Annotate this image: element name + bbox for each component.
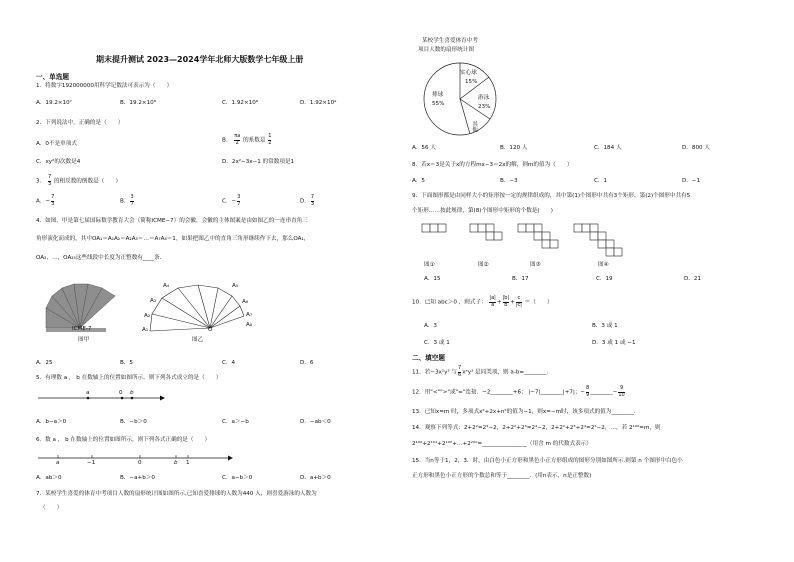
q11-stem-start: 11．若−3x²y³ 与 <box>412 369 458 376</box>
q9-caption-4: 图④ <box>598 262 609 268</box>
q7-stem-line2: （ ） <box>40 505 63 511</box>
q6-option-b: B．−a+b＞0 <box>120 475 155 481</box>
q1-option-c: C．1.92×10⁸ <box>222 100 259 106</box>
q3-option-a <box>36 195 55 207</box>
pie-title-line2: 项目人数的扇形统计图 <box>418 47 474 53</box>
option-label: D． <box>300 198 310 205</box>
q10-option-a: A．3 <box>424 323 437 329</box>
q5-option-b: B．−b＞0 <box>120 419 147 425</box>
q3-number: 3． <box>36 178 46 185</box>
pie-slice-shotput-name: 实心球 <box>460 70 477 76</box>
fraction-numerator: 7 <box>47 174 52 180</box>
q9-caption-2: 图② <box>478 262 489 268</box>
q7-option-c: C．184 人 <box>594 145 622 151</box>
q1-stem: 1．将数字192000000用科学记数法可表示为（ ） <box>36 83 173 89</box>
q6-stem: 6．数 a ， b 在数轴上的位置如图所示，则下列各式正确的是（ ） <box>36 437 211 443</box>
q8-option-a: A．5 <box>412 178 425 184</box>
q6-option-d: D．a+b＞0 <box>300 475 331 481</box>
q9-rectangle-patterns <box>420 220 640 264</box>
fraction-denominator: 2 <box>268 139 272 146</box>
fraction-denominator: 7 <box>130 200 134 207</box>
fraction-numerator: 3 <box>237 194 241 200</box>
figure-a-caption: 图甲 <box>78 337 90 343</box>
option-label: B． <box>120 198 130 205</box>
q1-option-a: A．19.2×10⁷ <box>36 100 72 106</box>
q5-axis-b: b <box>130 390 134 396</box>
option-fraction <box>130 195 133 207</box>
q11-stem <box>412 366 552 378</box>
q3-option-d <box>300 195 315 207</box>
q14-stem-line1: 14．观察下列等式：2+2²=2³−2，2+2²+2³=2⁴−2，2+2²+2³+2⁴=2⁵−2，…，若 2¹⁰⁰=m，则 <box>412 425 661 431</box>
fraction-denominator: |c| <box>515 301 522 308</box>
label-a8: A₈ <box>246 322 253 328</box>
pie-slice-swim-name: 游泳 <box>478 95 490 101</box>
fraction-denominator: 3 <box>51 200 55 207</box>
q10-option-d: D．3 或 1 或 −1 <box>592 340 636 346</box>
q4-option-d: D．6 <box>300 360 314 366</box>
fraction-denominator: 3 <box>47 180 52 187</box>
q12-blank: ________− <box>590 389 618 396</box>
fraction-denominator: a <box>491 301 495 308</box>
q11-fraction <box>458 366 461 378</box>
q4-stem-line2: 角形演化而成的，其中OA₁＝A₁A₂＝A₂A₃＝…＝A₇A₈＝1，如果把图乙中的直角三角形继续作下去，那么OA₁， <box>36 236 310 242</box>
q12-fraction-2 <box>618 386 624 398</box>
q7-option-b: B．120 人 <box>500 145 528 151</box>
q6-axis-one: 1 <box>186 460 190 466</box>
q9-option-c: C．19 <box>596 276 613 282</box>
q9-stem-line1: 9．下面图形都是由同样大小的矩形按一定的规律组成的，其中第(1)个图形中共有3个矩形，第(2)个图形中共有5 <box>412 193 691 199</box>
q2-option-a: A．0不是单项式 <box>36 141 77 147</box>
q6-option-c: C．a−b＞0 <box>222 475 253 481</box>
q4-option-b: B．5 <box>120 360 133 366</box>
q5-axis-a: a <box>86 390 90 396</box>
q6-axis-neg-one: −1 <box>87 460 96 466</box>
q7-stem-line1: 7．某校学生喜爱的体育中考项目人数的扇形统计图如图所示,已知喜爱排球的人数为440 人，则喜爱游泳的人数为 <box>36 491 317 497</box>
fraction-numerator: 7 <box>310 194 315 200</box>
q5-axis-zero: 0 <box>119 390 123 396</box>
q9-option-a: A．15 <box>424 276 441 282</box>
fraction-numerator: 1 <box>268 133 272 139</box>
q12-stem <box>412 386 626 398</box>
q10-fraction-a <box>489 296 495 308</box>
q10-stem-end: ＝（ ） <box>524 299 553 306</box>
label-a5: A₅ <box>232 283 239 289</box>
label-o: O <box>208 327 213 333</box>
page-title: 期末提升测试 2023—2024学年北师大版数学七年级上册 <box>96 55 304 64</box>
pie-slice-volleyball-pct: 55% <box>432 101 445 107</box>
q3-stem-text: 的相反数的倒数是（ ） <box>53 178 122 185</box>
q10-stem: 10．已知 abc＞0 ，则式子： $\frac{|a|}{a}$ + $\frac{|b|}{b}$ + $\frac{c}{|c|}$ ＝（ ） <box>412 295 553 308</box>
fraction-numerator: 7 <box>51 194 55 200</box>
label-a2: A₂ <box>144 313 151 319</box>
q10-option-c: C．3 或 1 <box>424 340 450 346</box>
q6-axis-zero: 0 <box>138 460 142 466</box>
q6-axis-a: a <box>56 460 60 466</box>
q2-fraction-pi-a-over-2 <box>234 134 240 146</box>
q4-stem-line1: 4．如图，甲是第七届国际数学教育大会（简称ICME−7）的会徽，会徽的主体图案是由如图乙的一连串直角三 <box>36 218 308 224</box>
fraction-numerator: 7 <box>458 365 462 371</box>
q2-fraction-one-half <box>268 134 271 146</box>
fraction-denominator: 2 <box>235 139 239 146</box>
section-heading-fill-in: 二、填空题 <box>412 354 445 362</box>
q10-stem-text: 10．已知 abc＞0 ，则式子： <box>412 299 487 306</box>
q2-option-d: D．2x²−3x−1 的常数项是1 <box>222 159 295 165</box>
q12-fraction-1 <box>586 386 589 398</box>
figure-spiral-triangles <box>140 276 260 338</box>
option-fraction <box>51 195 54 207</box>
q8-option-c: C．1 <box>594 178 608 184</box>
q15-stem-line1: 15．当n等于1，2，3．时，由白色小正方形和黑色小正方形组成的图形分别如图所示.则第 n 个图形中白色小 <box>412 458 683 464</box>
q9-option-d: D．21 <box>684 276 702 282</box>
pie-slice-shotput-pct: 15% <box>465 79 478 85</box>
fraction-denominator: b <box>504 301 508 308</box>
q6-option-a: A．ab＞0 <box>36 475 62 481</box>
q2-stem: 2．下列说法中，正确的是（ ） <box>36 120 124 126</box>
q6-axis-b: b <box>174 460 178 466</box>
q1-option-b: B．19.2×10⁸ <box>120 100 156 106</box>
q9-option-b: B．17 <box>512 276 529 282</box>
fraction-denominator: 10 <box>618 391 625 398</box>
q14-stem-line2: 2¹⁰⁰+2¹⁰¹+2¹⁰²+…+2²⁰⁰=________________（用含 m 的代数式表示） <box>412 441 592 447</box>
q4-stem-line3: OA₂，…，OA₂₅这些线段中长度为正整数有____条． <box>36 255 166 261</box>
option-fraction <box>237 195 240 207</box>
fraction-denominator: 6 <box>458 371 462 378</box>
q2-option-b-text: 的系数是 <box>243 137 266 144</box>
label-a7: A₇ <box>246 312 253 318</box>
q9-caption-1: 图① <box>424 262 435 268</box>
q2-option-b <box>222 134 272 146</box>
option-label: A．− <box>36 198 51 205</box>
fraction-numerator: |a| <box>489 295 496 301</box>
q4-option-a: A．25 <box>36 360 53 366</box>
figure-b-caption: 图乙 <box>192 337 204 343</box>
q5-option-a: A．b−a＞0 <box>36 419 67 425</box>
pie-slice-swim-pct: 23% <box>478 104 491 110</box>
q8-option-d: D．−1 <box>682 178 701 184</box>
q12-stem-start: 12．用"<"">"或"="连接．−2________+6； |−7|________|+7|；− <box>412 389 586 396</box>
q11-stem-end: xᵃy³ 是同类项，则 a-b=________． <box>462 369 553 376</box>
q7-option-a: A．56 人 <box>412 145 436 151</box>
q8-option-b: B．−3 <box>500 178 518 184</box>
pie-slice-other-name: 其他 <box>471 121 477 133</box>
q3-option-b <box>120 195 135 207</box>
option-fraction <box>311 195 314 207</box>
q10-option-b: B．3 或 1 <box>592 323 618 329</box>
q5-stem: 5．有理数 a ， b 在数轴上的位置如图所示，则下列各式成立的是（ ） <box>36 375 222 381</box>
fraction-numerator: 8 <box>586 385 590 391</box>
label-a4: A₄ <box>163 283 170 289</box>
q8-stem: 8．若x＝3是关于x的方程mx−3＝2x的解，则m的值为（ ） <box>412 162 573 168</box>
fraction-denominator: 7 <box>237 200 241 207</box>
fraction-numerator: |b| <box>502 295 510 301</box>
fraction-numerator: 9 <box>619 385 624 391</box>
pie-title-line1: 某校学生喜爱体育中考 <box>422 38 478 44</box>
q3-stem <box>36 175 121 187</box>
q2-option-c: C．xy²的次数是4 <box>36 159 81 165</box>
icme-logo-text: ICME-7 <box>72 326 92 332</box>
q5-option-c: C．a＞−b <box>222 419 249 425</box>
q4-option-c: C．4 <box>222 360 236 366</box>
q6-number-line <box>36 452 236 470</box>
q13-stem: 13．已知x=m 时，多项式x²+2x+n²的值为−1，则x=−m时，该多项式的值为________. <box>412 409 636 415</box>
fraction-numerator: 3 <box>130 194 134 200</box>
fraction-denominator: 9 <box>586 391 590 398</box>
section-heading-single-choice: 一、单选题 <box>36 73 69 81</box>
fraction-numerator: c <box>517 295 521 301</box>
q1-option-d: D．1.92×10⁹ <box>300 100 337 106</box>
fraction-denominator: 3 <box>310 200 315 207</box>
q7-option-d: D．800 人 <box>682 145 710 151</box>
q10-fraction-c <box>516 296 522 308</box>
label-a6: A₆ <box>242 299 249 305</box>
option-label: C．− <box>222 198 237 205</box>
pie-slice-volleyball-name: 排球 <box>432 92 444 98</box>
q2-option-b-label: B． <box>222 137 232 144</box>
q3-fraction <box>48 175 51 187</box>
q9-caption-3: 图③ <box>530 262 541 268</box>
fraction-numerator: πa <box>234 133 241 139</box>
q5-number-line <box>36 388 166 406</box>
q3-option-c <box>222 195 241 207</box>
q15-stem-line2: 正方形和黑色小正方形的个数总和等于________．(用n表示，n是正整数) <box>412 473 592 479</box>
q10-fraction-b <box>503 296 510 308</box>
q5-option-d: D．−ab＜0 <box>300 419 331 425</box>
q9-stem-line2: 个矩形……按此规律，第(8)个图形中矩形的个数是( ) <box>412 208 553 214</box>
label-a1: A₁ <box>142 327 149 333</box>
label-a3: A₃ <box>150 298 157 304</box>
